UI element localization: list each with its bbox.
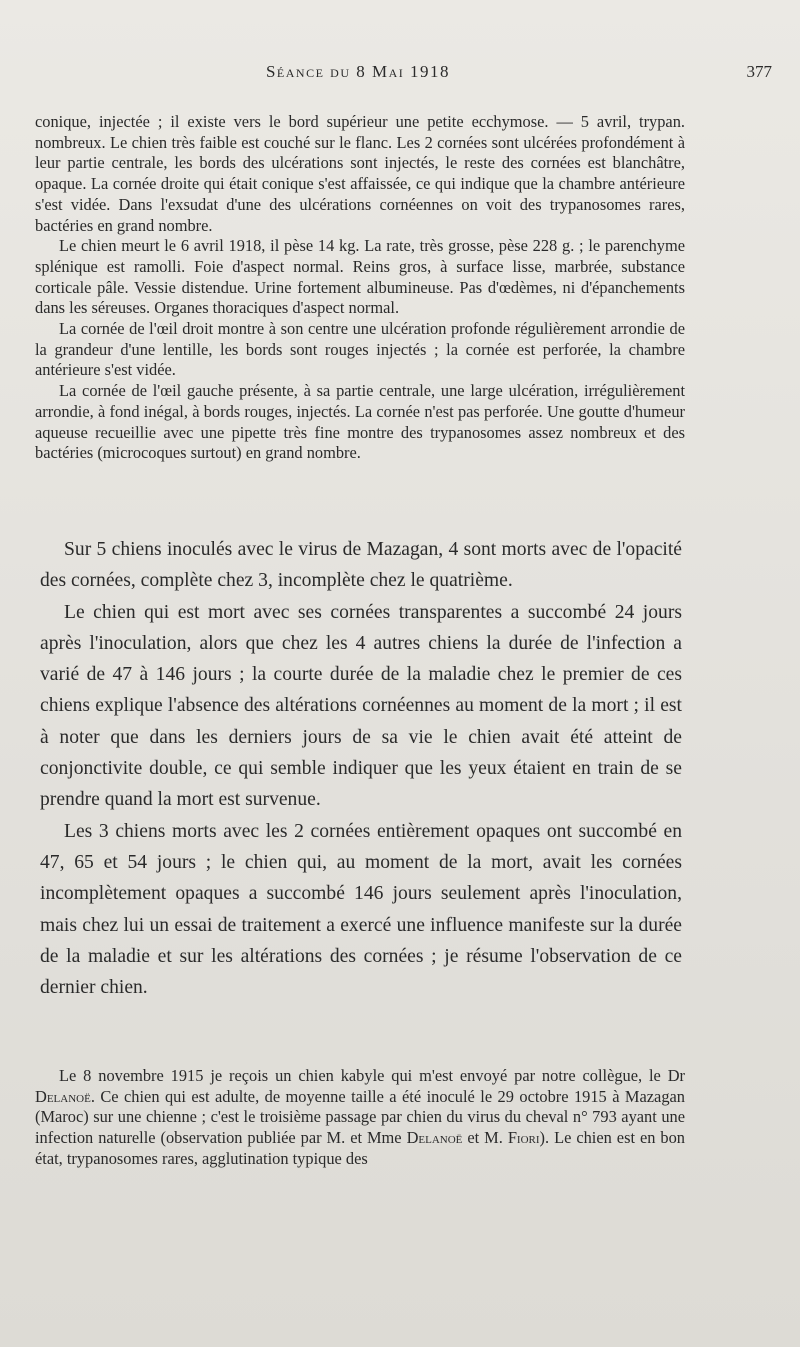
main-text-block [40,534,682,1003]
paragraph: Sur 5 chiens inoculés avec le virus de Mazagan, 4 sont morts avec de l'opacité des cornées, complète chez 3, incomplète chez le quatrième. [40,539,682,592]
paragraph: Les 3 chiens morts avec les 2 cornées entièrement opaques ont succombé en 47, 65 et 54 jours ; le chien qui, au moment de la mort, avait les cornées incomplètement opaques a succombé 146 jours seulement après l'inoculation, mais chez lui un essai de traitement a exercé une influence manifeste sur la durée de la maladie et sur les altérations des cornées ; je résume l'observation de ce dernier chien. [40,820,682,999]
text-run: Le 8 novembre 1915 je reçois un chien kabyle qui m'est envoyé par notre collègue, le Dr [59,1066,685,1085]
text-run: . Ce chien qui est adulte, de moyenne taille a été inoculé le 29 octobre 1915 à Mazagan (Maroc) sur une chienne ; c'est le troisième passage par chien du virus du cheval n° 793 ayant une infection naturelle (observation publiée par M. et Mme [35,1086,685,1148]
author-name: Fiori [507,1128,540,1148]
author-name: Delanoë [35,1086,91,1106]
text-run: ). Le chien est en bon état, trypanosomes rares, agglutination typique des [35,1128,686,1168]
text-run: et M. [462,1128,508,1148]
paragraph: Le chien qui est mort avec ses cornées transparentes a succombé 24 jours après l'inoculation, alors que chez les 4 autres chiens la durée de l'infection a varié de 47 à 146 jours ; la courte durée de la maladie chez le premier de ces chiens explique l'absence des altérations cornéennes au moment de la mort ; il est à noter que dans les derniers jours de sa vie le chien avait été atteint de conjonctivite double, ce qui semble indiquer que les yeux étaient en train de se prendre quand la mort est survenue. [40,601,682,811]
case-notes-block [35,112,685,464]
paragraph: La cornée de l'œil droit montre à son centre une ulcération profonde régulièrement arrondie de la grandeur d'une lentille, les bords sont rouges injectés ; la cornée est perforée, la chambre antérieure s'est vidée. [35,319,685,380]
paragraph: La cornée de l'œil gauche présente, à sa partie centrale, une large ulcération, irrégulièrement arrondie, à fond inégal, à bords rouges, injectés. La cornée n'est pas perforée. Une goutte d'humeur aqueuse recueillie avec une pipette très fine montre des trypanosomes assez nombreux et des bactéries (microcoques surtout) en grand nombre. [35,381,685,463]
page-number: 377 [746,62,772,81]
running-title: Séance du 8 Mai 1918 [265,62,451,81]
paragraph: conique, injectée ; il existe vers le bord supérieur une petite ecchymose. — 5 avril, trypan. nombreux. Le chien très faible est couché sur le flanc. Les 2 cornées sont ulcérées profondément à leur partie centrale, les bords des ulcérations sont injectés, le reste des cornées est blanchâtre, opaque. La cornée droite qui était conique s'est affaissée, ce qui indique que la chambre antérieure s'est vidée. Dans l'exsudat d'une des ulcérations cornéennes on voit des trypanosomes rares, bactéries en grand nombre. [35,112,685,235]
observation-block [35,1066,685,1170]
paragraph: Le chien meurt le 6 avril 1918, il pèse 14 kg. La rate, très grosse, pèse 228 g. ; le parenchyme splénique est ramolli. Foie d'aspect normal. Reins gros, à surface lisse, marbrée, substance corticale pâle. Vessie distendue. Urine fortement albumineuse. Pas d'œdèmes, ni d'épanchements dans les séreuses. Organes thoraciques d'aspect normal. [35,236,685,318]
page-header [34,62,772,88]
author-name: Delanoë [406,1128,463,1148]
paragraph [35,1066,685,1170]
